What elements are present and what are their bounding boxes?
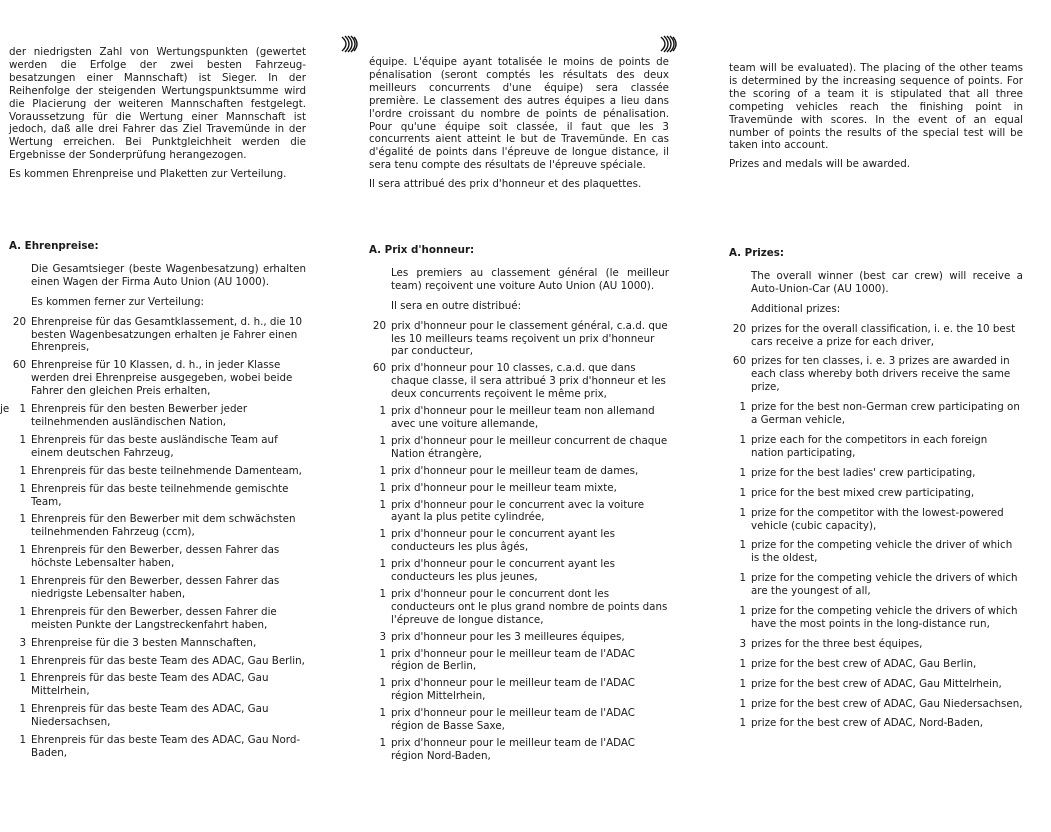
german-prizes-intro: Die Gesamtsieger (beste Wagenbesatzung) erhalten einen Wagen der Firma Auto Union (AU 1000). (31, 262, 306, 288)
list-item (729, 487, 1023, 500)
prize-count: 1 (739, 677, 746, 690)
prize-count: 1 (379, 481, 386, 494)
prize-description: prix d'honneur pour le meilleur team mixte, (391, 481, 617, 494)
fold-mark-icon (340, 34, 360, 54)
list-item (369, 558, 669, 584)
prize-description: Ehrenpreis für das beste Team des ADAC, Gau Berlin, (31, 654, 305, 667)
french-prizes-intro-2: Il sera en outre distribué: (391, 299, 522, 312)
list-item (9, 606, 306, 632)
prize-count: 1 (379, 647, 386, 660)
prize-count: 1 (379, 707, 386, 720)
list-item (729, 467, 1023, 480)
prize-count: 3 (739, 637, 746, 650)
prize-count: 1 (739, 717, 746, 730)
french-prizes-heading: A. Prix d'honneur: (369, 244, 475, 256)
prize-description: prize for the best crew of ADAC, Gau Niedersachsen, (751, 697, 1023, 710)
prize-description: Ehrenpreis für das beste teilnehmende Damenteam, (31, 464, 302, 477)
prize-description: prix d'honneur pour le meilleur team non allemand avec une voiture allemande, (391, 405, 655, 430)
prize-count: 1 (379, 498, 386, 511)
list-item (9, 637, 306, 650)
french-prizes-intro: Les premiers au classement général (le meilleur team) reçoivent une voiture Auto Union (AU 1000). (391, 266, 669, 292)
prize-description: prix d'honneur pour le concurrent dont les conducteurs ont le plus grand nombre de points dans l'épreuve de longue distance, (391, 587, 668, 626)
english-scoring-paragraph: team will be evaluated). The placing of the other teams is determined by the increasing sequence of points. For the scoring of a team it is stipulated that all three competing vehicles reach the finishing point in Travemünde with scores. In the event of an equal number of points the results of the special test will be taken into account. (729, 62, 1023, 152)
prize-count: 20 (12, 315, 26, 328)
prize-count: 1 (739, 401, 746, 414)
prize-description: prix d'honneur pour le concurrent avec la voiture ayant la plus petite cylindrée, (391, 498, 645, 524)
prize-description: prize for the competing vehicle the drivers of which are the youngest of all, (751, 572, 1018, 598)
list-item (369, 528, 669, 554)
german-awards-note: Es kommen Ehrenpreise und Plaketten zur Verteilung. (9, 168, 287, 181)
prize-count: 1 (19, 575, 26, 588)
english-prizes-section (729, 247, 1023, 737)
prize-description: prize for the best crew of ADAC, Gau Mittelrhein, (751, 677, 1002, 690)
prize-count: 60 (372, 362, 386, 375)
list-item (729, 638, 1023, 651)
prize-description: price for the best mixed crew participating, (751, 486, 975, 499)
prize-description: prize for the best ladies' crew participating, (751, 466, 976, 479)
list-item (9, 316, 306, 355)
list-item (9, 483, 306, 509)
english-prizes-intro: The overall winner (best car crew) will receive a Auto-Union-Car (AU 1000). (751, 269, 1023, 295)
list-item (729, 434, 1023, 460)
german-prizes-heading: A. Ehrenpreise: (9, 240, 99, 252)
english-awards-note: Prizes and medals will be awarded. (729, 158, 911, 171)
list-item (9, 359, 306, 398)
prize-count: 20 (372, 319, 386, 332)
prize-description: Ehrenpreis für das beste Team des ADAC, Gau Nord-Baden, (31, 734, 301, 759)
prize-description: prize for the competing vehicle the drivers of which have the most points in the long-distance run, (751, 605, 1018, 630)
prize-count: 1 (379, 677, 386, 690)
german-prizes-intro-2: Es kommen ferner zur Verteilung: (31, 295, 205, 308)
prize-count: 1 (739, 466, 746, 479)
list-item (729, 401, 1023, 427)
prize-count: 1 (19, 654, 26, 667)
list-item (369, 405, 669, 431)
list-item (0, 403, 306, 429)
prize-description: prize for the competitor with the lowest-powered vehicle (cubic capacity), (751, 506, 1004, 532)
prize-description: prize for the best crew of ADAC, Gau Berlin, (751, 657, 977, 670)
list-item (369, 435, 669, 461)
english-prizes-intro-2: Additional prizes: (751, 302, 841, 315)
list-item (369, 588, 669, 627)
prize-description: prize each for the competitors in each foreign nation participating, (751, 433, 988, 459)
english-prize-list (729, 323, 1023, 731)
german-continuation (9, 46, 306, 187)
prize-count: 1 (19, 734, 26, 747)
prize-count: 1 (739, 486, 746, 499)
prize-description: Ehrenpreis für das beste ausländische Team auf einem deutschen Fahrzeug, (31, 433, 278, 459)
french-scoring-paragraph: équipe. L'équipe ayant totalisée le moins de points de pénalisation (seront comptés les résultats des deux meilleurs concurrents d'une équipe) sera classée première. Le classement des autres équipes a lieu dans l'ordre croissant du nombre de points de pénalisation. Pour qu'une équipe soit classée, il faut que les 3 concurrents aient atteint le but de Travemünde. En cas d'égalité de points dans l'épreuve de longue distance, il sera tenu compte des résultats de l'épreuve spéciale. (369, 56, 669, 172)
list-item (369, 631, 669, 644)
prize-description: Ehrenpreis für den Bewerber, dessen Fahrer das höchste Lebensalter haben, (31, 544, 280, 570)
list-item (369, 482, 669, 495)
fold-mark-icon (659, 34, 679, 54)
list-item (369, 465, 669, 478)
prize-count: 1 (379, 587, 386, 600)
prize-description: prix d'honneur pour le classement général, c.a.d. que les 10 meilleurs teams reçoivent un prix d'honneur par conducteur, (391, 319, 668, 358)
list-item (9, 465, 306, 478)
prize-description: Ehrenpreis für den Bewerber, dessen Fahrer das niedrigste Lebensalter haben, (31, 575, 280, 600)
prize-description: prix d'honneur pour 10 classes, c.a.d. que dans chaque classe, il sera attribué 3 prix d'honneur et les deux concurrents reçoivent le même prix, (391, 362, 666, 401)
prize-count: 1 (739, 539, 746, 552)
prize-description: Ehrenpreise für 10 Klassen, d. h., in jeder Klasse werden drei Ehrenpreise ausgegeben, wobei beide Fahrer den gleichen Preis erhalten, (31, 359, 293, 398)
list-item (729, 507, 1023, 533)
prize-description: prix d'honneur pour le meilleur team de l'ADAC région de Basse Saxe, (391, 707, 635, 733)
prize-description: Ehrenpreise für das Gesamtklassement, d. h., die 10 besten Wagenbesatzungen erhalten je Fahrer einen Ehrenpreis, (31, 315, 303, 354)
list-item (729, 355, 1023, 394)
prize-description: prix d'honneur pour le meilleur team de dames, (391, 464, 639, 477)
prize-count: 1 (19, 703, 26, 716)
prize-description: prize for the competing vehicle the driver of which is the oldest, (751, 539, 1013, 565)
prize-count: 3 (19, 636, 26, 649)
list-item (729, 323, 1023, 349)
prize-count: 3 (379, 630, 386, 643)
prize-count: 1 (379, 434, 386, 447)
list-item (9, 544, 306, 570)
prize-count: 1 (19, 482, 26, 495)
prize-description: Ehrenpreis für das beste teilnehmende gemischte Team, (31, 482, 289, 508)
list-item (729, 605, 1023, 631)
list-item (729, 539, 1023, 565)
prize-count: 20 (732, 322, 746, 335)
prize-count: 1 (19, 403, 26, 416)
prize-description: prix d'honneur pour le meilleur team de l'ADAC région Nord-Baden, (391, 737, 635, 762)
english-continuation (729, 62, 1023, 177)
prize-count: 60 (732, 355, 746, 368)
list-item (9, 575, 306, 601)
prize-count: 1 (19, 513, 26, 526)
prize-description: Ehrenpreise für die 3 besten Mannschaften, (31, 636, 257, 649)
prize-count: 1 (19, 464, 26, 477)
list-item (369, 648, 669, 674)
list-item (369, 499, 669, 525)
prize-count: 1 (19, 433, 26, 446)
prize-count: 1 (739, 697, 746, 710)
prize-count: 1 (19, 672, 26, 685)
je-prefix: je (0, 403, 10, 416)
list-item (369, 677, 669, 703)
prize-count: 1 (379, 528, 386, 541)
prize-count: 1 (739, 572, 746, 585)
prize-count: 1 (379, 558, 386, 571)
german-prizes-section (0, 240, 306, 765)
prize-description: prix d'honneur pour le meilleur team de l'ADAC région de Berlin, (391, 647, 635, 673)
prize-count: 1 (739, 433, 746, 446)
list-item (9, 703, 306, 729)
prize-description: Ehrenpreis für das beste Team des ADAC, Gau Mittelrhein, (31, 672, 269, 698)
prize-description: prix d'honneur pour le meilleur team de l'ADAC région Mittelrhein, (391, 677, 635, 703)
prize-description: prizes for the three best équipes, (751, 637, 923, 650)
prize-description: prizes for ten classes, i. e. 3 prizes are awarded in each class whereby both drivers receive the same prize, (751, 355, 1011, 394)
prize-description: prix d'honneur pour le concurrent ayant les conducteurs les plus jeunes, (391, 558, 615, 584)
list-item (9, 434, 306, 460)
prize-description: Ehrenpreis für das beste Team des ADAC, Gau Niedersachsen, (31, 703, 269, 729)
prize-description: prize for the best crew of ADAC, Nord-Baden, (751, 717, 984, 730)
list-item (9, 734, 306, 760)
list-item (9, 513, 306, 539)
list-item (729, 717, 1023, 730)
french-prize-list (369, 320, 669, 763)
list-item (369, 707, 669, 733)
prize-description: prizes for the overall classification, i. e. the 10 best cars receive a prize for each driver, (751, 322, 1016, 348)
prize-count: 1 (19, 544, 26, 557)
list-item (729, 572, 1023, 598)
prize-description: prix d'honneur pour les 3 meilleures équipes, (391, 630, 625, 643)
prize-count: 1 (739, 657, 746, 670)
prize-count: 1 (379, 405, 386, 418)
german-scoring-paragraph: der niedrigsten Zahl von Wertungspunkten (gewertet werden die Erfolge der zwei besten Fahrzeug-besatzungen einer Mannschaft) ist Sieger. In der Reihenfolge der steigenden Wertungspunktsumme wird die Placierung der weiteren Mannschaften festgelegt. Voraussetzung für die Wertung einer Mannschaft ist jedoch, daß alle drei Fahrer das Ziel Travemünde in der Wertung erreichen. Bei Punktgleichheit werden die Ergebnisse der Sonderprüfung herangezogen. (9, 46, 306, 162)
prize-count: 1 (379, 737, 386, 749)
list-item (9, 672, 306, 698)
prize-description: Ehrenpreis für den Bewerber, dessen Fahrer die meisten Punkte der Langstreckenfahrt haben, (31, 605, 277, 631)
french-continuation (369, 56, 669, 197)
list-item (729, 658, 1023, 671)
prize-count: 1 (379, 464, 386, 477)
french-prizes-section (369, 244, 669, 767)
list-item (369, 362, 669, 401)
prize-count: 1 (739, 605, 746, 618)
list-item (369, 320, 669, 359)
prize-description: prix d'honneur pour le meilleur concurrent de chaque Nation étrangère, (391, 434, 668, 460)
prize-description: Ehrenpreis für den besten Bewerber jeder teilnehmenden ausländischen Nation, (31, 403, 248, 428)
list-item (369, 737, 669, 763)
list-item (729, 698, 1023, 711)
german-prize-list (0, 315, 306, 760)
prize-count: 60 (12, 359, 26, 372)
prize-description: prize for the best non-German crew participating on a German vehicle, (751, 401, 1020, 427)
prize-description: Ehrenpreis für den Bewerber mit dem schwächsten teilnehmenden Fahrzeug (ccm), (31, 513, 296, 539)
prize-count: 1 (19, 605, 26, 618)
prize-count: 1 (739, 506, 746, 519)
prize-description: prix d'honneur pour le concurrent ayant les conducteurs les plus âgés, (391, 528, 615, 554)
english-prizes-heading: A. Prizes: (729, 247, 785, 259)
list-item (9, 655, 306, 668)
list-item (729, 678, 1023, 691)
french-awards-note: Il sera attribué des prix d'honneur et des plaquettes. (369, 178, 642, 191)
